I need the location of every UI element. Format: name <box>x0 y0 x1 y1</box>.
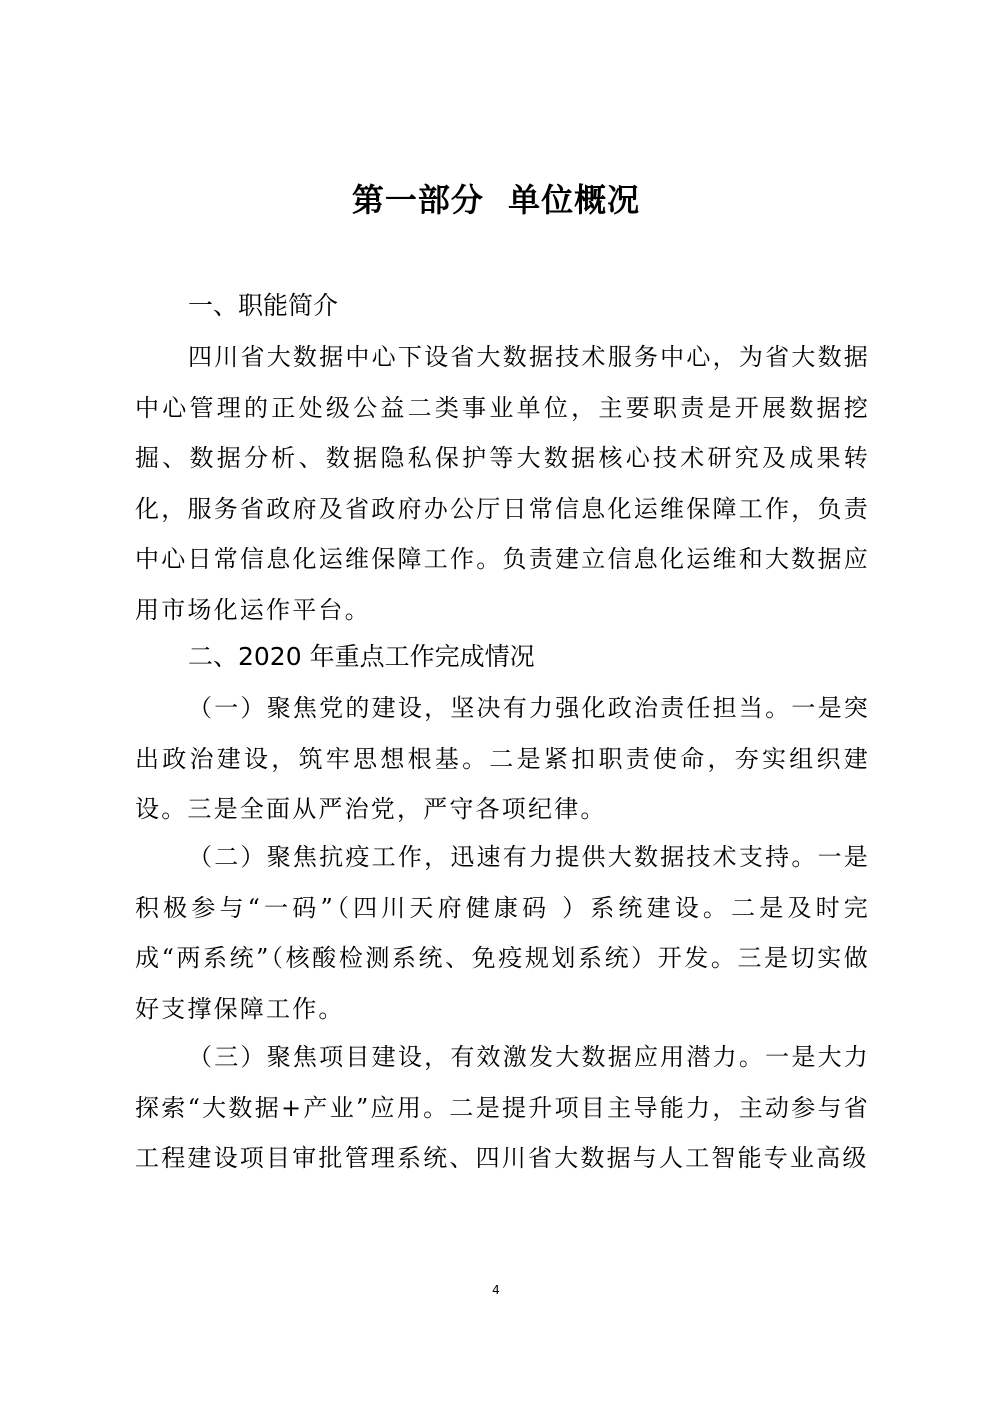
paragraph-party-building: （一）聚焦党的建设，坚决有力强化政治责任担当。一是突出政治建设，筑牢思想根基。二是紧扣职责使命，夯实组织建设。三是全面从严治党，严守各项纪律。 <box>135 694 870 823</box>
paragraph-project-building: （三）聚焦项目建设，有效激发大数据应用潜力。一是大力探索“大数据+产业”应用。二是提升项目主导能力，主动参与省工程建设项目审批管理系统、四川省大数据与人工智能专业高级 <box>135 1043 870 1172</box>
paragraph-functions: 四川省大数据中心下设省大数据技术服务中心，为省大数据中心管理的正处级公益二类事业单位，主要职责是开展数据挖掘、数据分析、数据隐私保护等大数据核心技术研究及成果转化，服务省政府及省政府办公厅日常信息化运维保障工作，负责中心日常信息化运维保障工作。负责建立信息化运维和大数据应用市场化运作平台。 <box>135 343 870 624</box>
page-title: 第一部分 单位概况 <box>351 181 641 219</box>
section-heading-key-work: 二、2020 年重点工作完成情况 <box>188 642 535 671</box>
paragraph-epidemic-work: （二）聚焦抗疫工作，迅速有力提供大数据技术支持。一是积极参与“一码”（四川天府健康码 ）系统建设。二是及时完成“两系统”（核酸检测系统、免疫规划系统）开发。三是切实做好支撑保障工作。 <box>135 843 870 1023</box>
page-number: 4 <box>492 1283 500 1297</box>
section-heading-functions: 一、职能简介 <box>188 291 339 320</box>
